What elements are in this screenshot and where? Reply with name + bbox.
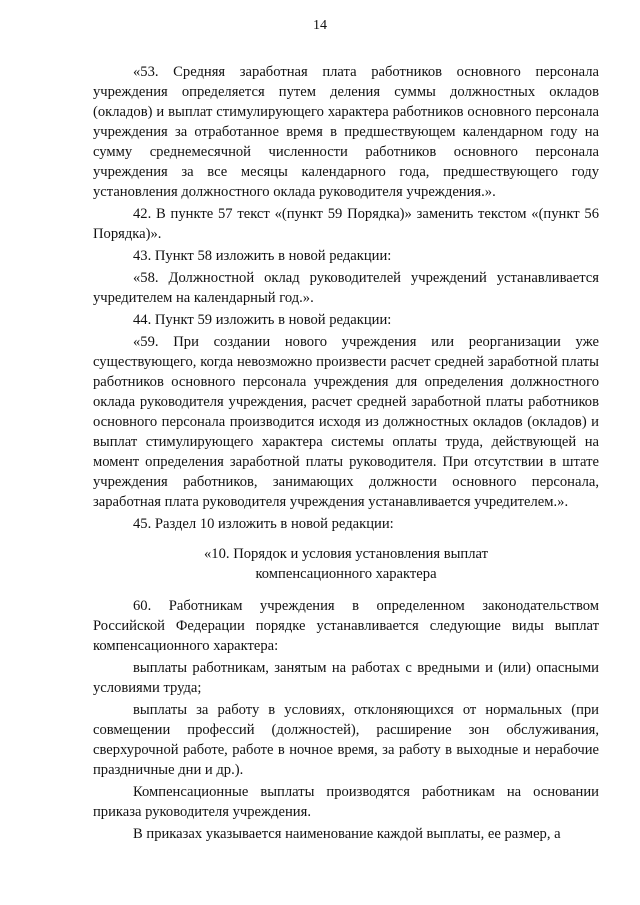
paragraph-compensation-order: Компенсационные выплаты производятся работникам на основании приказа руководителя учреждения. — [93, 784, 599, 820]
paragraph-item-44: 44. Пункт 59 изложить в новой редакции: — [133, 312, 392, 328]
paragraph-60: 60. Работникам учреждения в определенном законодательством Российской Федерации порядке устанавливается следующие виды выплат компенсационного характера: — [93, 598, 599, 654]
paragraph-53: «53. Средняя заработная плата работников основного персонала учреждения определяется путем деления суммы должностных окладов (окладов) и выплат стимулирующего характера работников основного персонала учреждения за отработанное время в предшествующем календарном году на сумму среднемесячной численности работников основного персонала учреждения за все месяцы календарного года, предшествующего году установления должностного оклада руководителя учреждения.». — [93, 64, 599, 200]
paragraph-59: «59. При создании нового учреждения или реорганизации уже существующего, когда невозможно произвести расчет средней заработной платы работников основного персонала учреждения для определения должностного оклада руководителя учреждения, расчет средней заработной платы работников основного персонала производится исходя из должностных окладов (окладов) и выплат стимулирующего характера системы оплаты труда, действующей на момент определения заработной платы руководителя. При отсутствии в штате учреждения работников, занимающих должности основного персонала, заработная плата руководителя учреждения устанавливается учредителем.». — [93, 334, 599, 510]
paragraph-item-42: 42. В пункте 57 текст «(пункт 59 Порядка)» заменить текстом «(пункт 56 Порядка)». — [93, 206, 599, 242]
list-item-abnormal-conditions: выплаты за работу в условиях, отклоняющихся от нормальных (при совмещении профессий (должностей), расширение зон обслуживания, сверхурочной работе, работе в ночное время, за работу в выходные и нерабочие праздничные дни и др.). — [93, 702, 599, 778]
document-body — [93, 62, 599, 844]
section-heading — [93, 544, 599, 584]
paragraph-58: «58. Должностной оклад руководителей учреждений устанавливается учредителем на календарный год.». — [93, 270, 599, 306]
paragraph-item-45: 45. Раздел 10 изложить в новой редакции: — [133, 516, 394, 532]
section-heading-line-2: компенсационного характера — [255, 566, 437, 582]
page-number: 14 — [313, 18, 327, 33]
paragraph-orders-content: В приказах указывается наименование каждой выплаты, ее размер, а — [133, 826, 561, 842]
section-heading-line-1: «10. Порядок и условия установления выплат — [204, 546, 488, 562]
list-item-harmful-conditions: выплаты работникам, занятым на работах с вредными и (или) опасными условиями труда; — [93, 660, 599, 696]
paragraph-item-43: 43. Пункт 58 изложить в новой редакции: — [133, 248, 392, 264]
